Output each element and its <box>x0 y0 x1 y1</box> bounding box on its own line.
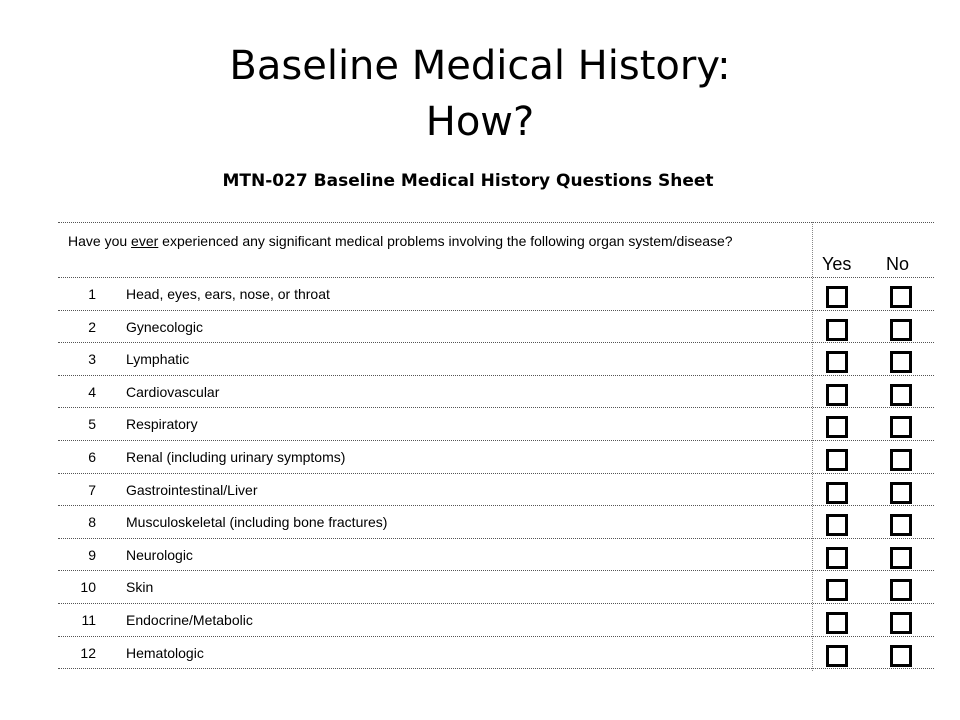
table-row <box>58 441 934 474</box>
table-row <box>58 506 934 539</box>
no-checkbox[interactable] <box>890 482 912 504</box>
medical-history-form <box>58 222 934 669</box>
no-checkbox[interactable] <box>890 384 912 406</box>
row-number: 7 <box>88 481 96 498</box>
row-label: Lymphatic <box>126 351 190 368</box>
yes-checkbox[interactable] <box>826 449 848 471</box>
yes-checkbox[interactable] <box>826 351 848 373</box>
no-checkbox[interactable] <box>890 547 912 569</box>
yes-checkbox[interactable] <box>826 579 848 601</box>
question-prefix: Have you <box>68 233 132 249</box>
no-column-header: No <box>886 254 910 274</box>
table-row <box>58 408 934 441</box>
yes-checkbox[interactable] <box>826 612 848 634</box>
row-label: Hematologic <box>126 644 204 661</box>
row-label: Skin <box>126 579 154 596</box>
question-text <box>68 231 778 251</box>
slide-title <box>0 38 960 150</box>
row-number: 2 <box>88 318 96 335</box>
table-row <box>58 539 934 572</box>
table-row <box>58 474 934 507</box>
question-emphasis: ever <box>131 233 159 249</box>
yes-checkbox[interactable] <box>826 286 848 308</box>
yes-checkbox[interactable] <box>826 547 848 569</box>
row-number: 11 <box>81 611 96 628</box>
no-checkbox[interactable] <box>890 579 912 601</box>
row-label: Respiratory <box>126 416 198 433</box>
yes-column-header: Yes <box>822 254 852 274</box>
row-label: Gynecologic <box>126 318 204 335</box>
table-row <box>58 637 934 670</box>
row-number: 1 <box>88 286 96 302</box>
row-label: Cardiovascular <box>126 383 220 400</box>
table-row <box>58 278 934 311</box>
yes-checkbox[interactable] <box>826 319 848 341</box>
row-number: 6 <box>88 448 96 465</box>
row-number: 9 <box>88 546 96 563</box>
table-row <box>58 311 934 344</box>
row-label: Gastrointestinal/Liver <box>126 481 258 498</box>
row-label: Renal (including urinary symptoms) <box>126 448 346 465</box>
no-checkbox[interactable] <box>890 416 912 438</box>
yes-checkbox[interactable] <box>826 416 848 438</box>
no-checkbox[interactable] <box>890 286 912 308</box>
row-number: 12 <box>80 644 96 661</box>
row-label: Musculoskeletal (including bone fractures) <box>126 514 388 531</box>
column-divider <box>812 222 813 671</box>
row-number: 10 <box>80 579 96 596</box>
row-label: Endocrine/Metabolic <box>126 611 253 628</box>
row-number: 8 <box>88 514 96 531</box>
form-header-row <box>58 223 934 278</box>
table-row <box>58 376 934 409</box>
sheet-title: MTN-027 Baseline Medical History Questions Sheet <box>222 171 714 191</box>
row-number: 3 <box>88 351 96 368</box>
row-label: Head, eyes, ears, nose, or throat <box>126 286 330 302</box>
yes-checkbox[interactable] <box>826 384 848 406</box>
yes-checkbox[interactable] <box>826 514 848 536</box>
organ-system-list <box>58 278 934 669</box>
row-number: 5 <box>88 416 96 433</box>
no-checkbox[interactable] <box>890 645 912 667</box>
slide-title-line-1: Baseline Medical History: <box>229 43 731 89</box>
yes-checkbox[interactable] <box>826 645 848 667</box>
table-row <box>58 571 934 604</box>
slide-title-line-2: How? <box>425 99 535 145</box>
row-number: 4 <box>88 383 96 400</box>
no-checkbox[interactable] <box>890 319 912 341</box>
no-checkbox[interactable] <box>890 612 912 634</box>
no-checkbox[interactable] <box>890 351 912 373</box>
yes-checkbox[interactable] <box>826 482 848 504</box>
question-suffix: experienced any significant medical problems involving the following organ system/disease? <box>158 233 733 249</box>
table-row <box>58 343 934 376</box>
table-row <box>58 604 934 637</box>
no-checkbox[interactable] <box>890 449 912 471</box>
row-label: Neurologic <box>126 546 193 563</box>
no-checkbox[interactable] <box>890 514 912 536</box>
